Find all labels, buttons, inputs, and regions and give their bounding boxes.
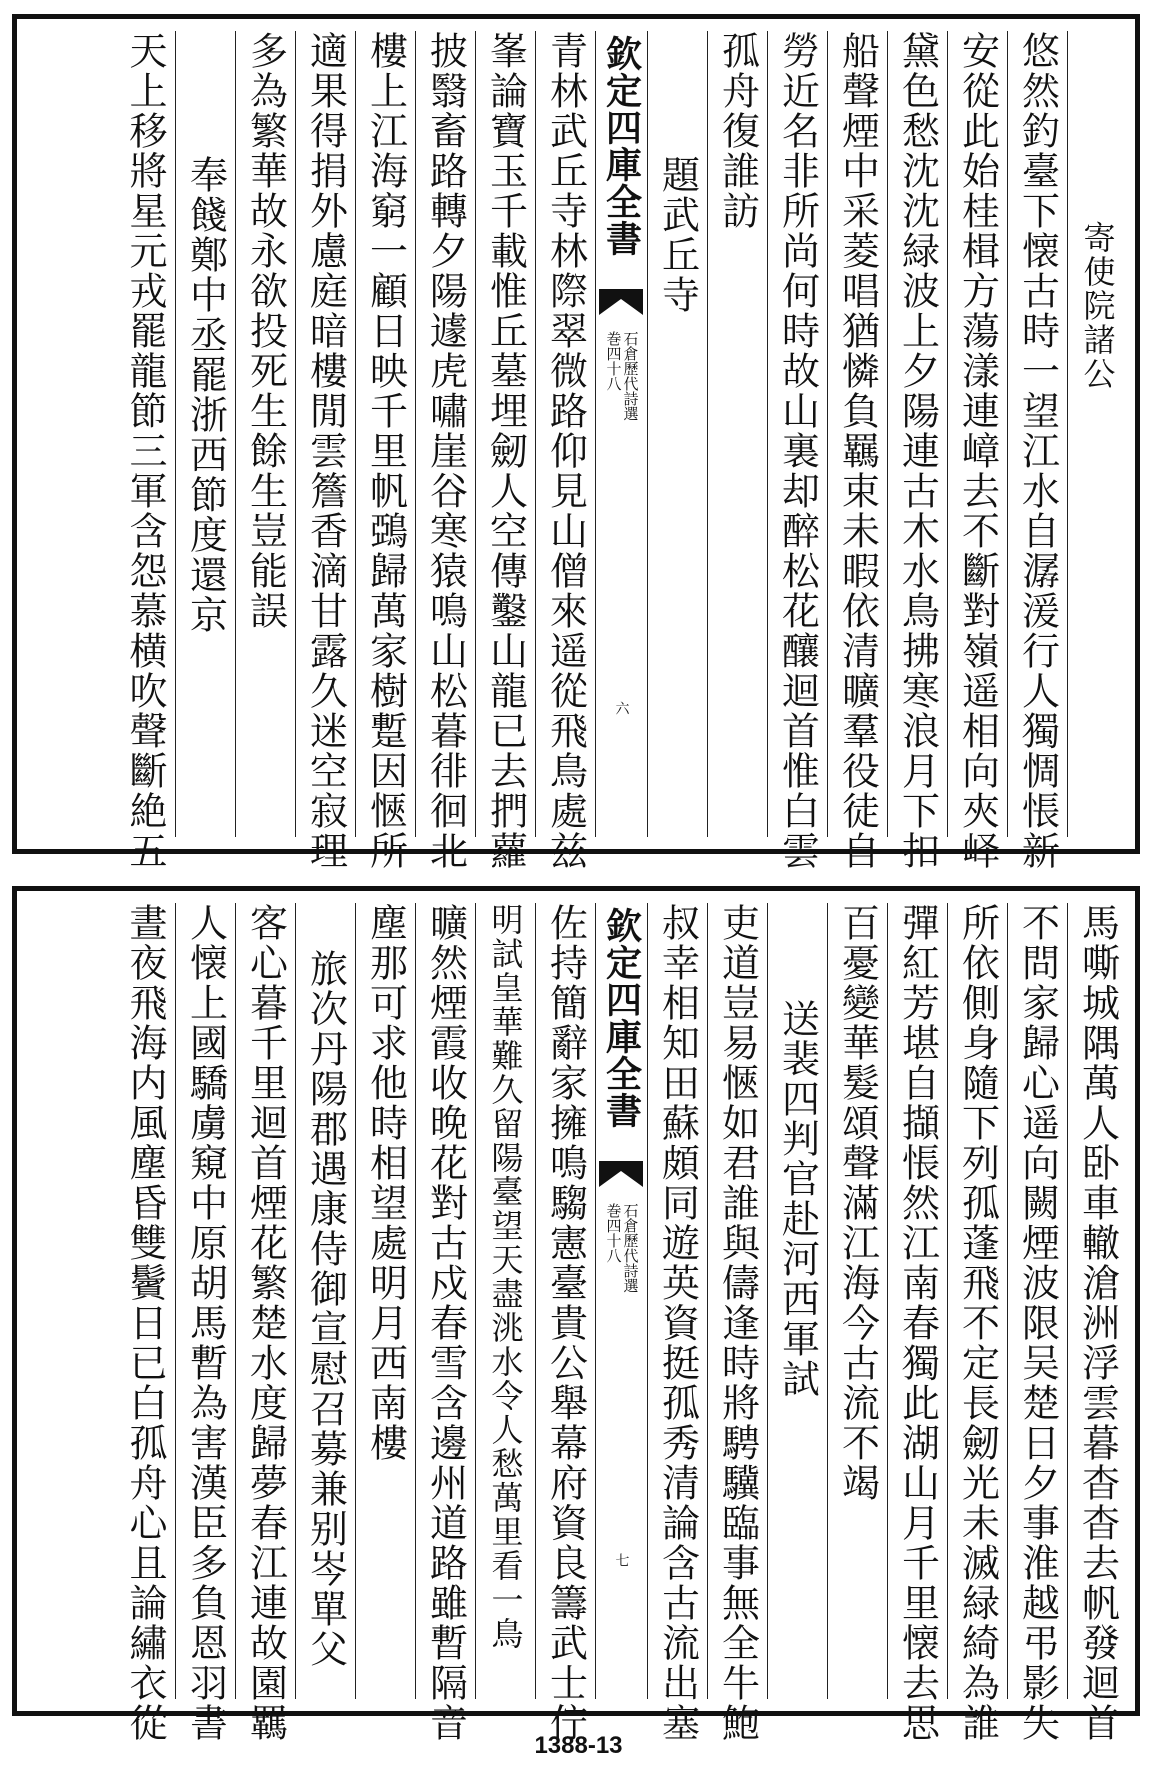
fishtail-mark [599,289,643,315]
text-column [175,31,235,837]
library-title: 欽定四庫全書 [600,907,643,1129]
text-column [295,903,355,1699]
fishtail-mark [599,1161,643,1187]
text-column [707,903,767,1743]
page-number: 1388-13 [534,1732,623,1759]
poem-line: 不問家歸心遥向闕煙波限吴楚日夕事淮越弔影失 [1015,903,1060,1743]
book-title: 石倉歷代詩選 [621,331,640,421]
text-column [1007,31,1067,871]
book-info [606,1203,638,1293]
text-column [887,31,947,871]
text-column [115,31,175,871]
text-column [1007,903,1067,1743]
text-column [1067,903,1127,1743]
poem-line: 樓上江海窮一顧日映千里帆鵶歸萬家樹蹔因愜所 [363,31,408,871]
upper-page [0,0,1157,880]
text-column [295,31,355,871]
text-column [535,903,595,1743]
text-column [355,903,415,1699]
text-column [175,903,235,1743]
poem-line: 多為繁華故永欲投死生餘生豈能誤 [243,31,288,631]
text-column [707,31,767,837]
poem-line: 人懐上國驕虜窺中原胡馬暫為害漢臣多負恩羽書 [183,903,228,1743]
volume-label: 巻四十八 [604,1203,623,1263]
text-column [827,31,887,871]
text-column [947,903,1007,1743]
poem-line: 曠然煙霞收晚花對古戍春雪含邊州道路雖暫隔音 [423,903,468,1743]
text-column [355,31,415,871]
poem-line: 客心暮千里迴首煙花繁楚水度歸夢春江連故園羈 [243,903,288,1743]
text-column [235,903,295,1743]
poem-line: 百憂變華髮頌聲滿江海今古流不竭 [835,903,880,1503]
library-title: 欽定四庫全書 [600,35,643,257]
text-column [647,31,707,837]
leaf-number: 七 [613,1553,630,1567]
poem-line: 吏道豈易愜如君誰與儔逢時將騁驥臨事無全牛鮑 [715,903,760,1743]
volume-label: 巻四十八 [604,331,623,391]
poem-line: 披翳畜路轉夕陽遽虎嘯崖谷寒猿鳴山松暮徘徊北 [423,31,468,871]
text-column [235,31,295,837]
text-column [647,903,707,1743]
leaf-number: 六 [613,701,630,715]
poem-line: 彈紅芳堪自擷悵然江南春獨此湖山月千里懐去思 [895,903,940,1743]
upper-gutter-banner [595,31,647,837]
lower-text-columns [25,903,1127,1743]
poem-line: 峯論寶玉千載惟丘墓埋劒人空傳鑿山龍已去捫蘿 [483,31,528,871]
poem-title: 寄使院諸公 [1078,221,1117,391]
poem-title: 題武丘寺 [655,155,700,315]
text-column [415,31,475,871]
poem-title: 旅次丹陽郡遇康侍御宣慰召募兼别岑單父 [303,949,348,1669]
book-title: 石倉歷代詩選 [621,1203,640,1293]
poem-line: 青林武丘寺林際翠微路仰見山僧來遥從飛鳥處兹 [543,31,588,871]
poem-line: 悠然釣臺下懐古時一望江水自潺湲行人獨惆悵新 [1015,31,1060,871]
poem-line: 馬嘶城隅萬人卧車轍滄洲浮雲暮杳杳去帆發迴首 [1075,903,1120,1743]
text-column [475,903,535,1699]
book-info [606,331,638,421]
poem-line: 叔幸相知田蘇頗同遊英資挺孤秀清論含古流出塞 [655,903,700,1743]
upper-page-frame [12,14,1140,871]
poem-line: 孤舟復誰訪 [715,31,760,231]
lower-page-frame [12,886,1140,1743]
text-column [827,903,887,1699]
text-column [535,31,595,871]
text-column [947,31,1007,871]
poem-line: 佐持簡辭家擁鳴騶憲臺貴公舉幕府資良籌武士佇 [543,903,588,1743]
poem-line: 明試皇華難久留陽臺望天盡洮水令人愁萬里看一鳥 [486,903,525,1651]
poem-line: 晝夜飛海内風塵昏雙鬢日已白孤舟心且論繡衣從 [123,903,167,1743]
poem-line: 船聲煙中采菱唱猶憐負羈束未暇依清曠羣役徒自 [835,31,880,871]
text-column [767,903,827,1699]
poem-line: 所依側身隨下列孤蓬飛不定長劒光未滅緑綺為誰 [955,903,1000,1743]
poem-title: 送裴四判官赴河西軍試 [775,999,820,1399]
text-column [475,31,535,871]
poem-line: 勞近名非所尚何時故山裏却醉松花釀迴首惟白雲 [775,31,820,871]
text-column [1067,31,1127,837]
text-column [887,903,947,1743]
text-column [115,903,175,1743]
text-column [415,903,475,1743]
upper-text-columns [25,31,1127,871]
poem-title: 奉餞鄭中丞罷浙西節度還京 [183,155,228,635]
poem-line: 塵那可求他時相望處明月西南樓 [363,903,408,1463]
text-column [767,31,827,871]
poem-line: 天上移將星元戎罷龍節三軍含怨慕横吹聲斷絶五 [123,31,167,871]
poem-line: 適果得捐外慮庭暗樓閒雲簷香滴甘露久迷空寂理 [303,31,348,871]
lower-gutter-banner [595,903,647,1699]
poem-line: 安從此始桂楫方蕩漾連嶂去不斷對嶺遥相向夾峄 [955,31,1000,871]
lower-page [0,880,1157,1760]
poem-line: 黛色愁沈沈緑波上夕陽連古木水鳥拂寒浪月下扣 [895,31,940,871]
